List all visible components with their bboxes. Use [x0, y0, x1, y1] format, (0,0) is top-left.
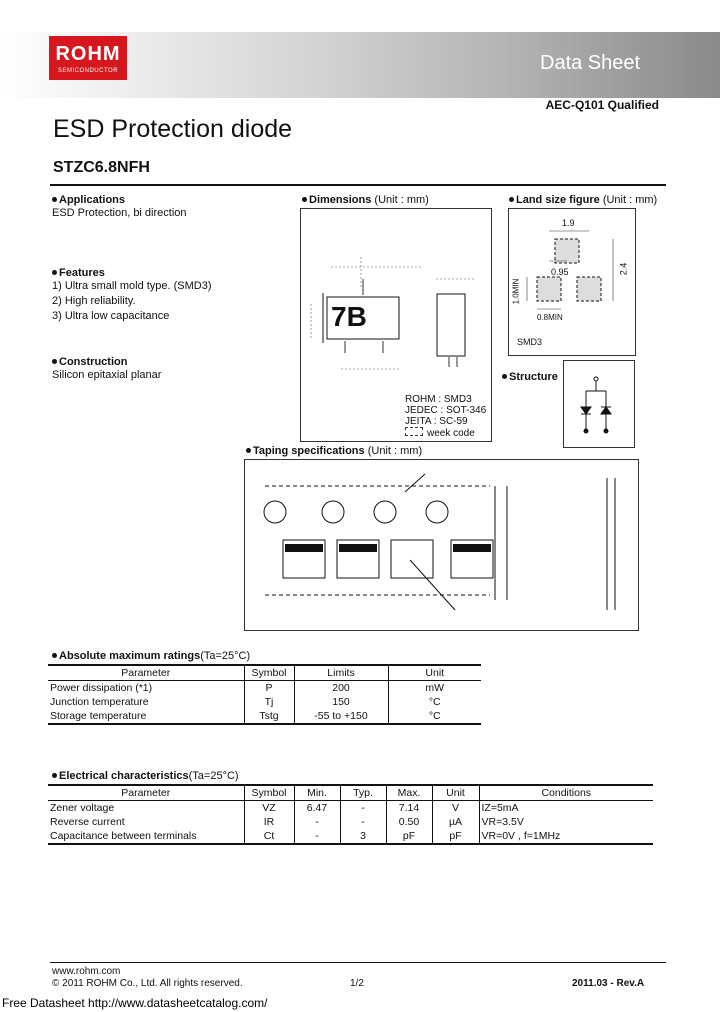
footer-copyright: © 2011 ROHM Co., Ltd. All rights reserved. [52, 978, 243, 989]
bullet-icon [302, 197, 307, 202]
watermark-link[interactable]: Free Datasheet http://www.datasheetcatalog.com/ [2, 996, 268, 1010]
footer-url[interactable]: www.rohm.com [52, 966, 121, 977]
rohm-logo [49, 36, 127, 80]
header-rule [50, 184, 666, 186]
land-label: SMD3 [517, 337, 543, 347]
dim-label: 1.0MIN [511, 278, 521, 305]
pkg-line: JEITA : SC-59 [405, 416, 468, 427]
page-title: ESD Protection diode [53, 115, 293, 143]
taping-drawing [244, 459, 639, 631]
pkg-line: ROHM : SMD3 [405, 394, 472, 405]
table-header: Symbol [244, 665, 294, 681]
logo-subtext: SEMICONDUCTOR [57, 68, 119, 74]
table-header: Typ. [340, 785, 386, 801]
footer-rule [50, 962, 666, 963]
taping-heading: Taping specifications (Unit : mm) [246, 445, 422, 457]
bullet-icon [509, 197, 514, 202]
table-header: Max. [386, 785, 432, 801]
land-size-drawing [508, 208, 636, 356]
dim-label: 2.4 [618, 262, 629, 276]
structure-heading: Structure [502, 371, 558, 383]
dim-label: 0.95 [551, 267, 569, 277]
construction-heading: Construction [59, 356, 128, 368]
bullet-icon [52, 359, 57, 364]
table-row: Power dissipation (*1) P 200 mW [48, 681, 481, 696]
table-header: Symbol [244, 785, 294, 801]
table-header: Unit [432, 785, 479, 801]
applications-section [52, 194, 272, 221]
table-row: Zener voltage VZ 6.47 - 7.14 V IZ=5mA [48, 801, 653, 816]
feature-item: 2) High reliability. [52, 295, 136, 307]
tape-reel-drawing [245, 460, 638, 630]
doc-type: Data Sheet [540, 52, 641, 74]
table-header: Limits [294, 665, 388, 681]
table-row: Capacitance between terminals Ct - 3 pF pF VR=0V , f=1MHz [48, 829, 653, 844]
table-row: Reverse current IR - - 0.50 µA VR=3.5V [48, 815, 653, 829]
table-header: Min. [294, 785, 340, 801]
abs-max-heading: Absolute maximum ratings(Ta=25°C) [52, 650, 250, 662]
features-heading: Features [59, 267, 105, 279]
land-size-heading: Land size figure (Unit : mm) [509, 194, 657, 206]
table-header: Conditions [479, 785, 653, 801]
table-header: Parameter [121, 787, 171, 799]
elec-heading: Electrical characteristics(Ta=25°C) [52, 770, 239, 782]
applications-heading: Applications [59, 194, 126, 206]
features-section [52, 267, 272, 324]
elec-table [48, 784, 653, 845]
dimensions-heading: Dimensions (Unit : mm) [302, 194, 429, 206]
table-header: Parameter [121, 667, 171, 679]
revision: 2011.03 - Rev.A [572, 978, 645, 989]
construction-section [52, 356, 272, 383]
part-number: STZC6.8NFH [53, 159, 150, 176]
construction-text: Silicon epitaxial planar [52, 369, 162, 381]
bullet-icon [246, 448, 251, 453]
bullet-icon [52, 653, 57, 658]
table-row: Storage temperature Tstg -55 to +150 °C [48, 709, 481, 724]
applications-text: ESD Protection, bi direction [52, 207, 187, 219]
week-code-label: week code [427, 428, 475, 439]
abs-max-table [48, 664, 481, 725]
dim-label: 0.8MIN [537, 313, 563, 322]
package-info [405, 394, 486, 439]
feature-item: 1) Ultra small mold type. (SMD3) [52, 280, 212, 292]
dim-label: 1.9 [562, 218, 575, 228]
bullet-icon [52, 270, 57, 275]
marking-code: 7B [331, 301, 367, 332]
diode-schematic [564, 361, 634, 447]
pkg-line: JEDEC : SOT-346 [405, 405, 487, 416]
table-row: Junction temperature Tj 150 °C [48, 695, 481, 709]
logo-text: ROHM [55, 43, 121, 65]
bullet-icon [502, 374, 507, 379]
qualification: AEC-Q101 Qualified [545, 98, 659, 112]
feature-item: 3) Ultra low capacitance [52, 310, 170, 322]
page-number: 1/2 [350, 978, 364, 989]
bullet-icon [52, 197, 57, 202]
week-code-symbol [405, 427, 423, 436]
bullet-icon [52, 773, 57, 778]
structure-drawing [563, 360, 635, 448]
land-pattern-drawing [509, 209, 635, 355]
table-header: Unit [388, 665, 481, 681]
dimensions-drawing [300, 208, 492, 442]
